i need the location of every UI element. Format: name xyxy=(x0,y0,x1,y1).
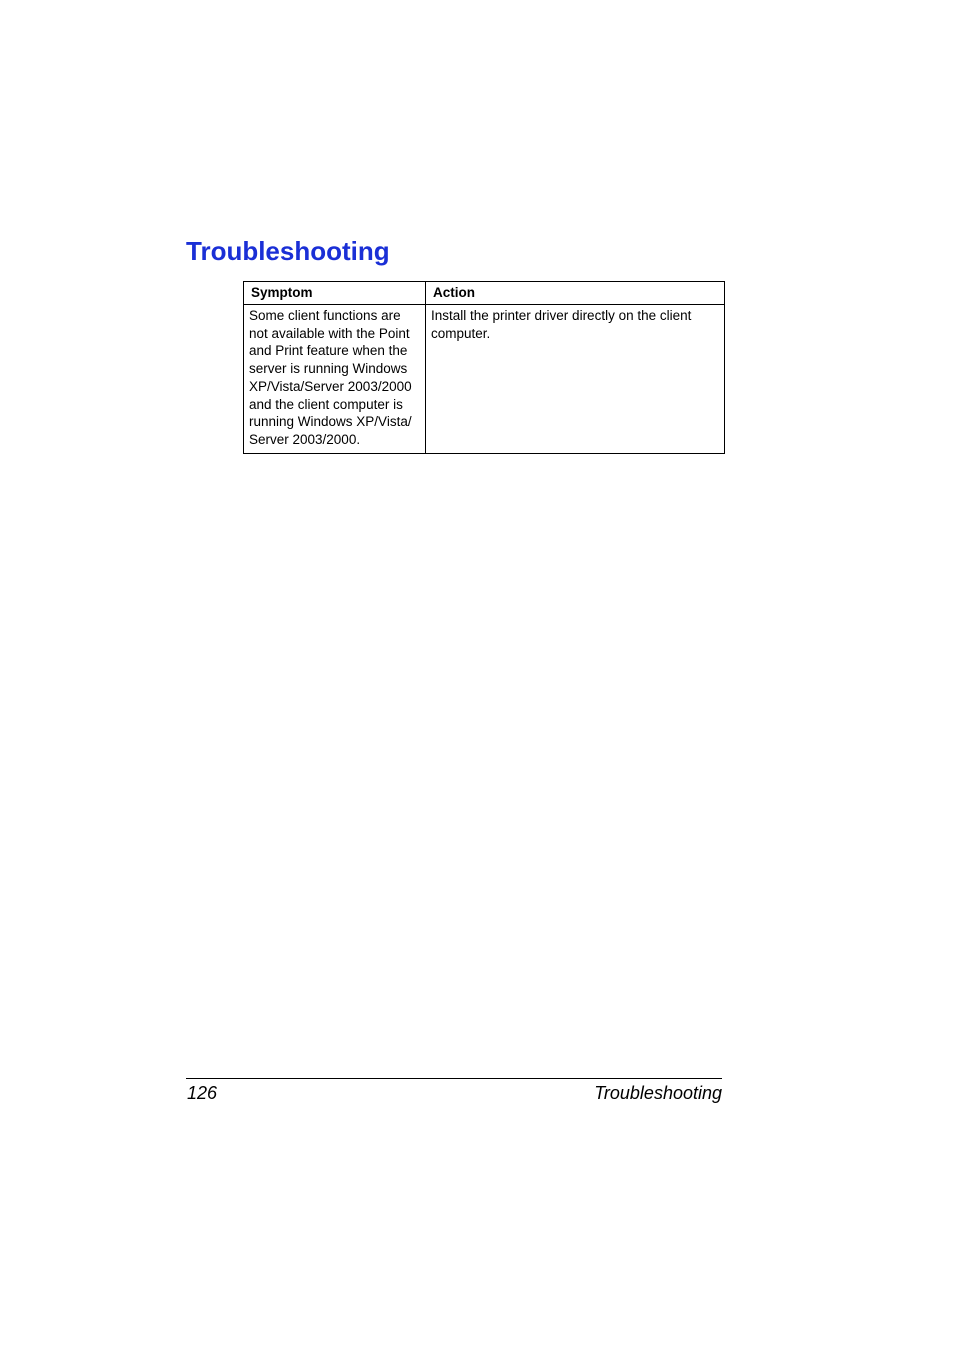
page-title: Troubleshooting xyxy=(186,236,390,266)
column-header-symptom: Symptom xyxy=(244,282,426,305)
table-row xyxy=(244,305,725,454)
action-cell: Install the printer driver directly on the client computer. xyxy=(426,305,725,454)
troubleshooting-table xyxy=(243,281,725,454)
footer-page-number: 126 xyxy=(187,1083,218,1103)
footer-divider xyxy=(186,1078,722,1079)
symptom-cell: Some client functions are not available with the Point and Print feature when the server is running Windows XP/Vista/Server 2003/2000 and the client computer is running Windows XP/Vista/ Server 2003/2000. xyxy=(244,305,426,454)
table-header-row xyxy=(244,282,725,305)
footer-section-title: Troubleshooting xyxy=(594,1083,722,1103)
column-header-action: Action xyxy=(426,282,725,305)
